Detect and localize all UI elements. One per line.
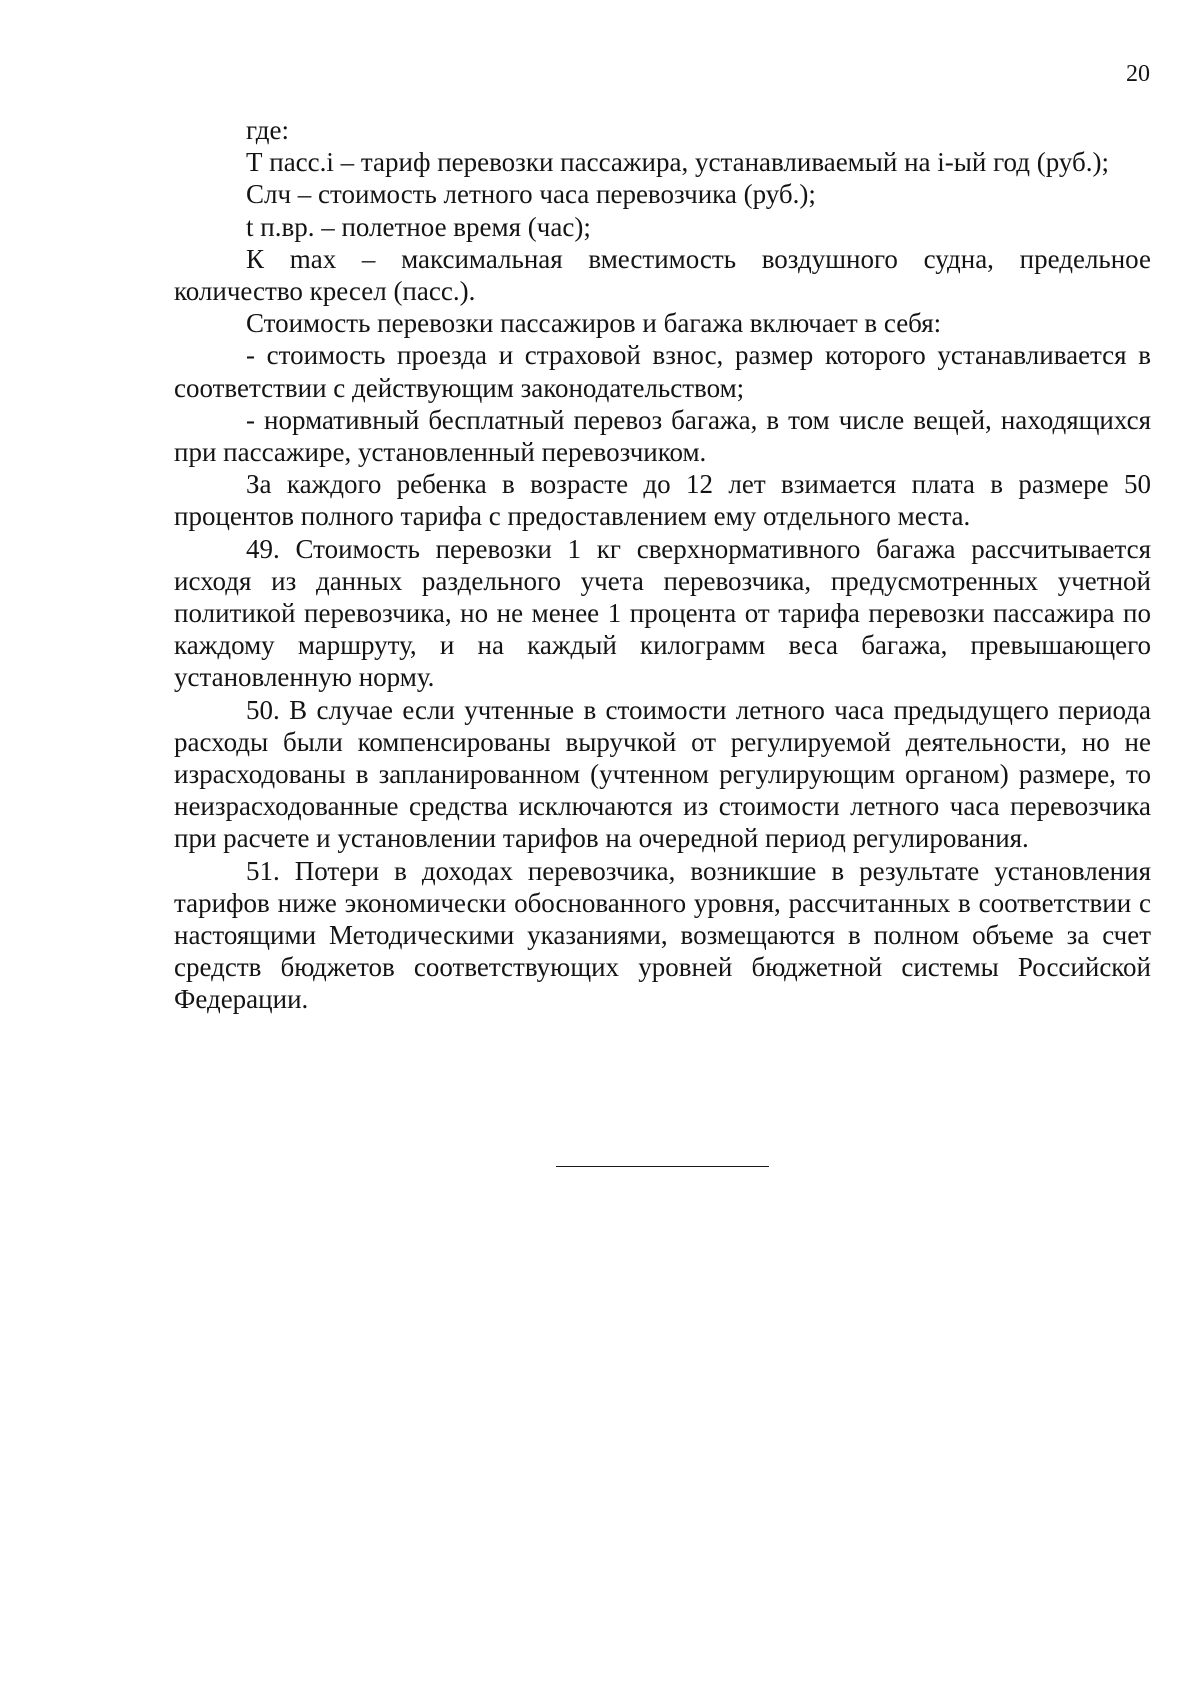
- paragraph-50-unspent-funds: 50. В случае если учтенные в стоимости летного часа предыдущего периода расходы были компенсированы выручкой от регулируемой деятельности, но не израсходованы в запланированном (учтенном регулирующим органом) размере, то неизрасходованные средства исключаются из стоимости летного часа перевозчика при расчете и установлении тарифов на очередной период регулирования.: [174, 694, 1151, 854]
- page-number: 20: [1126, 61, 1150, 87]
- paragraph-where: где:: [246, 115, 289, 145]
- paragraph-49-excess-baggage: 49. Стоимость перевозки 1 кг сверхнормативного багажа рассчитывается исходя из данных раздельного учета перевозчика, предусмотренных учетной политикой перевозчика, но не менее 1 процента от тарифа перевозки пассажира по каждому маршруту, и на каждый килограмм веса багажа, превышающего установленную норму.: [174, 533, 1151, 693]
- paragraph-flight-hour-cost: Слч – стоимость летного часа перевозчика (руб.);: [246, 179, 816, 210]
- end-separator-line: [556, 1166, 769, 1167]
- paragraph-free-baggage: - нормативный бесплатный перевоз багажа, в том числе вещей, находящихся при пассажире, установленный перевозчиком.: [174, 404, 1151, 468]
- paragraph-tariff-definition: Т пасс.i – тариф перевозки пассажира, устанавливаемый на i-ый год (руб.);: [246, 147, 1109, 178]
- paragraph-max-capacity: К max – максимальная вместимость воздушного судна, предельное количество кресел (пасс.).: [174, 243, 1151, 307]
- paragraph-cost-includes: Стоимость перевозки пассажиров и багажа включает в себя:: [246, 308, 942, 339]
- paragraph-fare-and-insurance: - стоимость проезда и страховой взнос, размер которого устанавливается в соответствии с действующим законодательством;: [174, 340, 1151, 403]
- document-body: [174, 114, 1151, 1016]
- paragraph-51-loss-compensation: 51. Потери в доходах перевозчика, возникшие в результате установления тарифов ниже экономически обоснованного уровня, рассчитанных в соответствии с настоящими Методическими указаниями, возмещаются в полном объеме за счет средств бюджетов соответствующих уровней бюджетной системы Российской Федерации.: [174, 855, 1151, 1015]
- paragraph-flight-time: t п.вр. – полетное время (час);: [246, 211, 591, 242]
- paragraph-child-fare: За каждого ребенка в возрасте до 12 лет взимается плата в размере 50 процентов полного тарифа с предоставлением ему отдельного места.: [174, 469, 1151, 532]
